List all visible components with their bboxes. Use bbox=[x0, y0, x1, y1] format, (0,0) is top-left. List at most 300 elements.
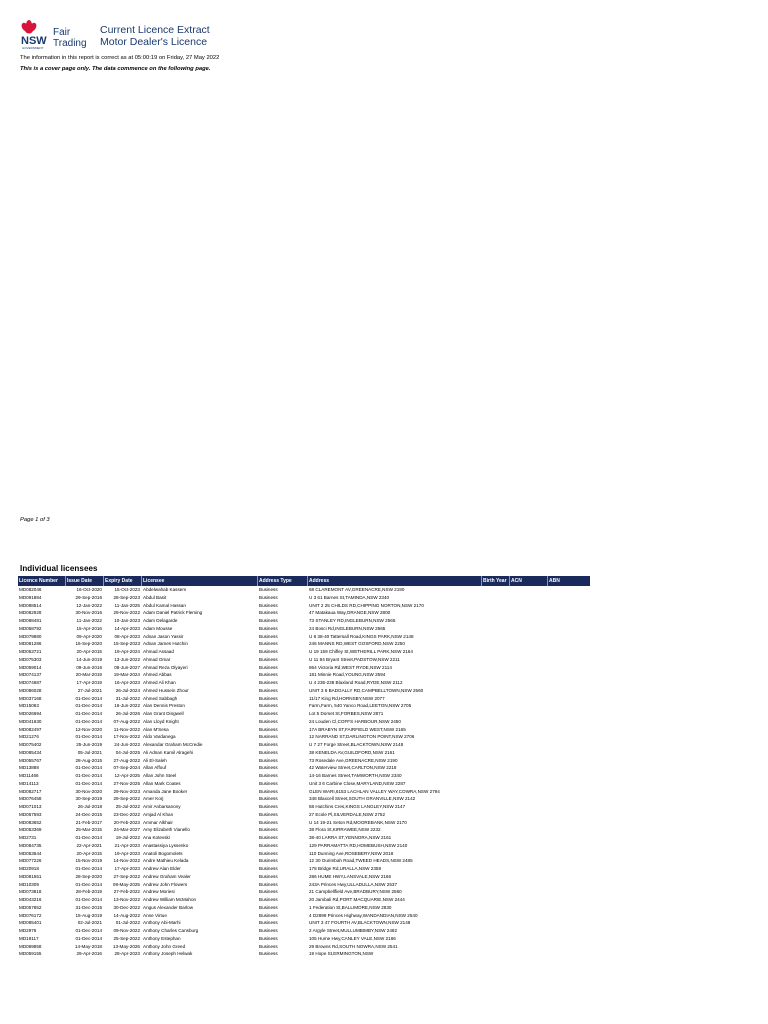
issue-date: 27-Jul-2021 bbox=[77, 687, 102, 693]
expiry-date: 11-Nov-2022 bbox=[113, 726, 140, 732]
address-type: Business bbox=[259, 827, 278, 833]
table-row bbox=[18, 857, 590, 865]
column-header: Issue Date bbox=[66, 576, 104, 586]
licensee-name: Aldo Vardanega bbox=[143, 734, 176, 740]
table-row bbox=[18, 749, 590, 757]
column-header: Expiry Date bbox=[104, 576, 142, 586]
licence-number: MD11466 bbox=[19, 773, 39, 778]
licence-number: MD053721 bbox=[19, 649, 42, 654]
licensee-name: Andrew Moriesi bbox=[143, 889, 175, 895]
address-type: Business bbox=[259, 734, 278, 740]
report-title-line2: Motor Dealer's Licence bbox=[100, 36, 208, 48]
table-row bbox=[18, 609, 590, 617]
issue-date: 01-Dec-2014 bbox=[75, 928, 102, 933]
address-type: Business bbox=[259, 703, 278, 709]
address-type: Business bbox=[259, 765, 278, 771]
address: 1 Federation St,BALLIMORE,NSW 2830 bbox=[309, 904, 392, 910]
expiry-date: 27-Aug-2022 bbox=[113, 757, 140, 763]
address-type: Business bbox=[259, 866, 278, 871]
licence-number: MD20918 bbox=[19, 866, 39, 871]
issue-date: 09-Apr-2020 bbox=[76, 633, 102, 639]
address: 47 Matakaua Way,ORANGE,NSW 2800 bbox=[309, 610, 391, 616]
issue-date: 12-Nov-2020 bbox=[75, 726, 102, 732]
issue-date: 29-Apr-2016 bbox=[76, 951, 102, 957]
table-row bbox=[18, 656, 590, 664]
table-row bbox=[18, 904, 590, 912]
table-row bbox=[18, 819, 590, 827]
address-type: Business bbox=[259, 695, 278, 701]
licence-number: MD13888 bbox=[19, 765, 39, 771]
licensee-name: Andre Mathieu Kelada bbox=[143, 858, 189, 864]
licensee-name: Amir Anbarsanony bbox=[143, 804, 181, 809]
licensee-name: Andrew Alan Elder bbox=[143, 866, 181, 871]
address: 42 Waterview Street,CARLTON,NSW 2218 bbox=[309, 765, 397, 771]
address: 12 30 Ourimbah Road,TWEED HEADS,NSW 2485 bbox=[309, 858, 413, 864]
table-row bbox=[18, 625, 590, 633]
issue-date: 21-Feb-2017 bbox=[75, 819, 102, 825]
licence-number: MD069858 bbox=[19, 943, 42, 949]
column-header: ACN bbox=[510, 576, 548, 586]
table-row bbox=[18, 826, 590, 834]
licence-number: MD083652 bbox=[19, 819, 42, 825]
address: 243A Princes Hwy,ULLADULLA,NSW 2537 bbox=[309, 881, 398, 887]
issue-date: 22-Apr-2021 bbox=[76, 842, 102, 848]
issue-date: 16-Sep-2020 bbox=[75, 641, 102, 647]
expiry-date: 16-Jun-2022 bbox=[114, 703, 140, 709]
licence-number: MD074687 bbox=[19, 680, 42, 685]
expiry-date: 09-Nov-2022 bbox=[113, 928, 140, 933]
expiry-date: 30-Dec-2022 bbox=[113, 904, 140, 910]
expiry-date: 07-Sep-2024 bbox=[113, 765, 140, 771]
issue-date: 05-Jul-2021 bbox=[77, 749, 102, 755]
issue-date: 15-Nov-2019 bbox=[75, 858, 102, 864]
address: 11/17 King Rd,HORNSBY,NSW 2077 bbox=[309, 695, 385, 701]
column-header: Address bbox=[308, 576, 482, 586]
licensee-name: Anthony Joseph Helwak bbox=[143, 951, 193, 957]
expiry-date: 29-Nov-2022 bbox=[113, 610, 140, 616]
issue-date: 01-Dec-2014 bbox=[75, 765, 102, 771]
licensee-name: Ahmed Abbas bbox=[143, 672, 172, 678]
licence-number: MD19117 bbox=[19, 935, 39, 941]
licensee-name: Anthony John Greed bbox=[143, 943, 186, 949]
table-row bbox=[18, 888, 590, 896]
licence-number: MD075303 bbox=[19, 656, 42, 662]
licensee-name: Ali Adnan Kamil Alragehi bbox=[143, 749, 194, 755]
table-row bbox=[18, 733, 590, 741]
issue-date: 28-Aug-2015 bbox=[75, 757, 102, 763]
licence-number: MD055767 bbox=[19, 757, 42, 763]
address-type: Business bbox=[259, 804, 278, 809]
licensee-name: Ahmed Ali Khan bbox=[143, 680, 176, 685]
address: 38 KENELDA AV,GUILDFORD,NSW 2161 bbox=[309, 749, 395, 755]
licensee-name: Andrew Graham Vealer bbox=[143, 873, 191, 879]
address: U 3 61 Barnes St,TAMINDA,NSW 2340 bbox=[309, 594, 390, 600]
licence-number: MD026694 bbox=[19, 711, 42, 716]
address: 129 PARRAMATTA RD,HOMEBUSH,NSW 2140 bbox=[309, 842, 408, 848]
expiry-date: 20-Feb-2023 bbox=[113, 819, 140, 825]
licensee-name: Anastassiya Lyssenko bbox=[143, 842, 189, 848]
issue-date: 12-Jan-2022 bbox=[76, 602, 102, 608]
svg-text:Trading: Trading bbox=[53, 38, 87, 49]
address-type: Business bbox=[259, 672, 278, 678]
address-type: Business bbox=[259, 773, 278, 778]
expiry-date: 26-Jul-2024 bbox=[115, 687, 140, 693]
table-row bbox=[18, 803, 590, 811]
expiry-date: 15-Oct-2023 bbox=[114, 587, 140, 592]
table-row bbox=[18, 788, 590, 796]
report-title bbox=[100, 24, 210, 48]
licensee-name: Alexandar Graham McCredie bbox=[143, 742, 203, 747]
expiry-date: 27-Sep-2022 bbox=[113, 873, 140, 879]
address: UNIT 3 6 BADGALLY RD,CAMPBELLTOWN,NSW 2560 bbox=[309, 687, 424, 693]
address: 110 Dunning Ave,ROSEBERY,NSW 2018 bbox=[309, 850, 394, 856]
licence-number: MD053644 bbox=[19, 850, 42, 856]
address-type: Business bbox=[259, 656, 278, 662]
report-timestamp: The information in this report is correct as at 05:00:19 on Friday, 27 May 2022 bbox=[20, 55, 220, 61]
expiry-date: 17-Nov-2022 bbox=[113, 734, 140, 740]
table-row bbox=[18, 741, 590, 749]
licence-number: MD073818 bbox=[19, 889, 42, 895]
licensee-name: Angus Alexander Barlow bbox=[143, 904, 194, 910]
report-title-line1: Current Licence Extract bbox=[100, 24, 210, 36]
licensee-name: Amanda Jane Booker bbox=[143, 788, 188, 794]
table-row bbox=[18, 927, 590, 935]
table-row bbox=[18, 780, 590, 788]
issue-date: 01-Dec-2014 bbox=[75, 711, 102, 716]
address: 181 Minnie Road,YOUNG,NSW 2594 bbox=[309, 672, 386, 678]
licence-number: MD2976 bbox=[19, 928, 37, 933]
issue-date: 14-May-2018 bbox=[74, 943, 102, 949]
address: 27 Ecole Pl,SILVERDALE,NSW 2752 bbox=[309, 811, 386, 817]
address: 178 Bridge Rd,URALLA,NSW 2358 bbox=[309, 866, 382, 871]
licensee-name: Ahmad Assaad bbox=[143, 649, 174, 654]
expiry-date: 14-Aug-2022 bbox=[113, 912, 140, 918]
address-type: Business bbox=[259, 904, 278, 910]
address-type: Business bbox=[259, 718, 278, 724]
column-header: Licence Number bbox=[18, 576, 66, 586]
licensee-name: Anthony Estephan bbox=[143, 935, 181, 941]
licence-number: MD085401 bbox=[19, 920, 42, 926]
expiry-date: 27-Nov-2025 bbox=[113, 780, 140, 786]
address-type: Business bbox=[259, 633, 278, 639]
licensee-name: Amy Elizabeth Vianello bbox=[143, 827, 190, 833]
address: Lot 5 Dorset St,FORBES,NSW 2871 bbox=[309, 711, 384, 716]
licensee-name: Adam Mousse bbox=[143, 625, 173, 631]
address: UNIT 3 47 FOURTH AV,BLACKTOWN,NSW 2148 bbox=[309, 920, 411, 926]
issue-date: 01-Dec-2014 bbox=[75, 866, 102, 871]
issue-date: 01-Dec-2014 bbox=[75, 780, 102, 786]
licence-number: MD057852 bbox=[19, 904, 42, 910]
table-row bbox=[18, 671, 590, 679]
licensee-name: Anne Virtue bbox=[143, 912, 167, 918]
address: 58 Hutchins Cres,KINGS LANGLEY,NSW 2147 bbox=[309, 804, 406, 809]
issue-date: 11-Jan-2022 bbox=[76, 618, 102, 623]
issue-date: 15-Aug-2019 bbox=[75, 912, 102, 918]
svg-text:NSW: NSW bbox=[21, 35, 47, 47]
expiry-date: 28-Apr-2023 bbox=[114, 951, 140, 957]
expiry-date: 19-Apr-2023 bbox=[114, 850, 140, 856]
address-type: Business bbox=[259, 788, 278, 794]
address-type: Business bbox=[259, 943, 278, 949]
issue-date: 01-Dec-2014 bbox=[75, 773, 102, 778]
address: U 4 236-238 Blaxland Road,RYDE,NSW 2112 bbox=[309, 680, 403, 685]
issue-date: 16-Oct-2020 bbox=[76, 587, 102, 592]
expiry-date: 10-Jan-2023 bbox=[114, 618, 140, 623]
address: 246 MANNS RD,WEST GOSFORD,NSW 2250 bbox=[309, 641, 405, 647]
licensee-name: Anthony Charles Cansburg bbox=[143, 928, 199, 933]
address-type: Business bbox=[259, 850, 278, 856]
licence-number: MD057593 bbox=[19, 811, 42, 817]
table-row bbox=[18, 850, 590, 858]
address-type: Business bbox=[259, 858, 278, 864]
address: 38 Flora St,KIRRAWEE,NSW 2232 bbox=[309, 827, 381, 833]
licensee-name: Andrew John Flowers bbox=[143, 881, 188, 887]
licensee-name: Adam Delagarde bbox=[143, 618, 178, 623]
expiry-date: 27-Feb-2022 bbox=[113, 889, 140, 895]
expiry-date: 08-May-2025 bbox=[112, 881, 140, 887]
licensee-name: Anatoli Bogomolets bbox=[143, 850, 183, 856]
address: UNIT 2 25 CHILDS RD,CHIPPING NORTON,NSW 2170 bbox=[309, 602, 424, 608]
licence-number: MD037168 bbox=[19, 695, 42, 701]
address-type: Business bbox=[259, 649, 278, 654]
table-row bbox=[18, 679, 590, 687]
table-row bbox=[18, 648, 590, 656]
expiry-date: 16-Apr-2023 bbox=[114, 680, 140, 685]
licence-number: MD10309 bbox=[19, 881, 39, 887]
table-row bbox=[18, 842, 590, 850]
licensee-name: Amjad Al Khan bbox=[143, 811, 174, 817]
section-title: Individual licensees bbox=[20, 564, 98, 573]
address-type: Business bbox=[259, 920, 278, 926]
address: 4 D2898 Princes Highway,WANDANDIAN,NSW 2540 bbox=[309, 912, 418, 918]
column-header: Birth Year bbox=[482, 576, 510, 586]
licence-number: MD076172 bbox=[19, 912, 42, 918]
issue-date: 20-Apr-2015 bbox=[76, 649, 102, 654]
licensee-name: Ali El-Saleh bbox=[143, 757, 167, 763]
licensee-name: Ahmed Sabbagh bbox=[143, 695, 178, 701]
issue-date: 20-Mar-2019 bbox=[75, 672, 102, 678]
issue-date: 14-Jun-2019 bbox=[76, 656, 102, 662]
licensee-name: Alan M'Sesa bbox=[143, 726, 169, 732]
licence-number: MD041630 bbox=[19, 718, 42, 724]
address-type: Business bbox=[259, 587, 278, 592]
address-type: Business bbox=[259, 935, 278, 941]
expiry-date: 28-Sep-2023 bbox=[113, 594, 140, 600]
issue-date: 28-Sep-2020 bbox=[75, 873, 102, 879]
address-type: Business bbox=[259, 897, 278, 902]
address-type: Business bbox=[259, 757, 278, 763]
issue-date: 29-Sep-2016 bbox=[75, 594, 102, 600]
issue-date: 01-Dec-2014 bbox=[75, 718, 102, 724]
table-row bbox=[18, 896, 590, 904]
table-body bbox=[18, 586, 590, 958]
licensee-name: Ahmad Omar bbox=[143, 656, 171, 662]
address: U 19 159 Chifley St,WETHERILL PARK,NSW 2164 bbox=[309, 649, 413, 654]
table-row bbox=[18, 764, 590, 772]
expiry-date: 19-Jul-2022 bbox=[115, 835, 140, 840]
licence-number: MD085434 bbox=[19, 749, 42, 755]
address: 14-16 Barnes Street,TAMWORTH,NSW 2340 bbox=[309, 773, 402, 778]
svg-text:Fair: Fair bbox=[53, 27, 71, 38]
table-row bbox=[18, 726, 590, 734]
table-row bbox=[18, 757, 590, 765]
expiry-date: 19-Mar-2024 bbox=[113, 672, 140, 678]
licence-number: MD059155 bbox=[19, 951, 42, 957]
expiry-date: 13-Jun-2022 bbox=[114, 656, 140, 662]
expiry-date: 25-Jul-2022 bbox=[115, 804, 140, 809]
address-type: Business bbox=[259, 889, 278, 895]
licence-number: MD081286 bbox=[19, 641, 42, 647]
issue-date: 15-Apr-2016 bbox=[76, 625, 102, 631]
licensee-name: Allan Affouf bbox=[143, 765, 167, 771]
table-row bbox=[18, 881, 590, 889]
address: 21 Campbellfield Ave,BRADBURY,NSW 2560 bbox=[309, 889, 402, 895]
table-row bbox=[18, 950, 590, 958]
address-type: Business bbox=[259, 835, 278, 840]
report-header bbox=[20, 18, 740, 58]
table-row bbox=[18, 687, 590, 695]
table-row bbox=[18, 912, 590, 920]
issue-date: 30-Sep-2019 bbox=[75, 796, 102, 802]
address-type: Business bbox=[259, 811, 278, 817]
address-type: Business bbox=[259, 928, 278, 933]
table-row bbox=[18, 718, 590, 726]
licence-number: MD082717 bbox=[19, 788, 42, 794]
table-row bbox=[18, 943, 590, 951]
licensee-name: Ana Kotevski bbox=[143, 835, 170, 840]
address: 348 Blaxcell Street,SOUTH GRANVILLE,NSW 2142 bbox=[309, 796, 416, 802]
issue-date: 01-Dec-2014 bbox=[75, 897, 102, 902]
table-row bbox=[18, 586, 590, 594]
licence-number: MD043216 bbox=[19, 897, 42, 902]
address: 17A BRABYN ST,FAIRFIELD WEST,NSW 2165 bbox=[309, 726, 406, 732]
address-type: Business bbox=[259, 594, 278, 600]
licence-number: MD076458 bbox=[19, 796, 42, 802]
licensee-name: Adnan Jason Yassir bbox=[143, 633, 184, 639]
issue-date: 01-Dec-2014 bbox=[75, 695, 102, 701]
issue-date: 17-Apr-2019 bbox=[76, 680, 102, 685]
address: U 7 27 Forge Street,BLACKTOWN,NSW 2148 bbox=[309, 742, 404, 747]
licensee-name: Abdul Kamal Hassan bbox=[143, 602, 186, 608]
address: Unit 3 6 Carbine Close,MARYLAND,NSW 2287 bbox=[309, 780, 406, 786]
address-type: Business bbox=[259, 951, 278, 957]
address: 24 Louden Cl,COFFS HARBOUR,NSW 2450 bbox=[309, 718, 401, 724]
address-type: Business bbox=[259, 687, 278, 693]
licence-number: MD088514 bbox=[19, 602, 42, 608]
expiry-date: 13-May-2026 bbox=[112, 943, 140, 949]
table-row bbox=[18, 873, 590, 881]
licence-number: MD074137 bbox=[19, 672, 42, 678]
licensee-name: Adnan James Hutchin bbox=[143, 641, 188, 647]
issue-date: 24-Dec-2015 bbox=[75, 811, 102, 817]
address-type: Business bbox=[259, 625, 278, 631]
expiry-date: 21-Apr-2023 bbox=[114, 842, 140, 848]
address: Farm,Farm, 540 Yanco Road,LEETON,NSW 2705 bbox=[309, 703, 412, 709]
licensee-name: Ahmad Reza Olyayeri bbox=[143, 664, 188, 670]
licensee-table bbox=[18, 576, 590, 958]
address: GLEN WARI,6153 LACHLAN VALLEY WAY,COWRA,NSW 2794 bbox=[309, 788, 440, 794]
address-type: Business bbox=[259, 618, 278, 623]
column-header: Address Type bbox=[258, 576, 308, 586]
issue-date: 09-Jun-2016 bbox=[76, 664, 102, 670]
address-type: Business bbox=[259, 819, 278, 825]
address: 105 Hume Hwy,CANLEY VALE,NSW 2166 bbox=[309, 935, 396, 941]
licence-number: MD088481 bbox=[19, 618, 42, 623]
expiry-date: 26-Jul-2026 bbox=[115, 711, 140, 716]
licensee-name: Abdul Basit bbox=[143, 594, 167, 600]
expiry-date: 07-Aug-2022 bbox=[113, 718, 140, 724]
address: 68 CLAREMONT AV,GREENACRE,NSW 2190 bbox=[309, 587, 405, 592]
licensee-name: Alan Dennis Preston bbox=[143, 703, 185, 709]
licensee-name: Anthony Abi-Marhi bbox=[143, 920, 181, 926]
issue-date: 01-Dec-2014 bbox=[75, 935, 102, 941]
page-number: Page 1 of 3 bbox=[20, 517, 50, 523]
licence-number: MD082497 bbox=[19, 726, 42, 732]
expiry-date: 24-Jun-2022 bbox=[114, 742, 140, 747]
address: 29 Browns Rd,SOUTH NOWRA,NSW 2541 bbox=[309, 943, 398, 949]
expiry-date: 04-Jul-2025 bbox=[115, 749, 140, 755]
address: 12 NARRAND ST,DARLINGTON POINT,NSW 2706 bbox=[309, 734, 415, 740]
svg-text:GOVERNMENT: GOVERNMENT bbox=[22, 46, 44, 50]
licence-number: MD058792 bbox=[19, 625, 42, 631]
expiry-date: 13-Nov-2022 bbox=[113, 897, 140, 902]
licence-number: MD2731 bbox=[19, 835, 37, 840]
licence-number: MD053369 bbox=[19, 827, 42, 833]
licence-number: MD079880 bbox=[19, 633, 42, 639]
licence-number: MD082928 bbox=[19, 610, 42, 616]
expiry-date: 14-Apr-2023 bbox=[114, 625, 140, 631]
expiry-date: 14-Nov-2022 bbox=[113, 858, 140, 864]
table-row bbox=[18, 633, 590, 641]
address: 286 HUME HWY,LANSVALE,NSW 2166 bbox=[309, 873, 392, 879]
licensee-name: Alan Lloyd Knight bbox=[143, 718, 179, 724]
licence-number: MD071013 bbox=[19, 804, 42, 809]
expiry-date: 25-Sep-2022 bbox=[113, 935, 140, 941]
address-type: Business bbox=[259, 796, 278, 802]
licensee-name: Allan Mark Coates bbox=[143, 780, 181, 786]
address: 73 Rosedale Ave,GREENACRE,NSW 2190 bbox=[309, 757, 398, 763]
address-type: Business bbox=[259, 912, 278, 918]
waratah-icon bbox=[20, 20, 38, 34]
table-row bbox=[18, 772, 590, 780]
expiry-date: 19-Apr-2024 bbox=[114, 649, 140, 654]
expiry-date: 31-Jul-2022 bbox=[115, 695, 140, 701]
address-type: Business bbox=[259, 742, 278, 747]
table-row bbox=[18, 710, 590, 718]
table-row bbox=[18, 702, 590, 710]
table-row bbox=[18, 811, 590, 819]
licence-number: MD14113 bbox=[19, 780, 39, 786]
address-type: Business bbox=[259, 602, 278, 608]
issue-date: 01-Dec-2014 bbox=[75, 881, 102, 887]
address: 864 Victoria Rd,WEST RYDE,NSW 2114 bbox=[309, 664, 392, 670]
address: 38-40 LARRA ST,YENNORA,NSW 2161 bbox=[309, 835, 392, 840]
issue-date: 26-Jul-2018 bbox=[77, 804, 102, 809]
expiry-date: 12-Apr-2025 bbox=[114, 773, 140, 778]
address-type: Business bbox=[259, 726, 278, 732]
address-type: Business bbox=[259, 711, 278, 716]
licence-number: MD059014 bbox=[19, 664, 42, 670]
table-header bbox=[18, 576, 590, 586]
licence-number: MD082046 bbox=[19, 587, 42, 592]
column-header: Licensee bbox=[142, 576, 258, 586]
licensee-name: Andrew William McMahon bbox=[143, 897, 197, 902]
table-row bbox=[18, 919, 590, 927]
address: U 8 38-40 Tattersall Road,KINGS PARK,NSW 2148 bbox=[309, 633, 414, 639]
issue-date: 01-Dec-2014 bbox=[75, 835, 102, 840]
table-row bbox=[18, 594, 590, 602]
expiry-date: 11-Jan-2025 bbox=[114, 602, 140, 608]
